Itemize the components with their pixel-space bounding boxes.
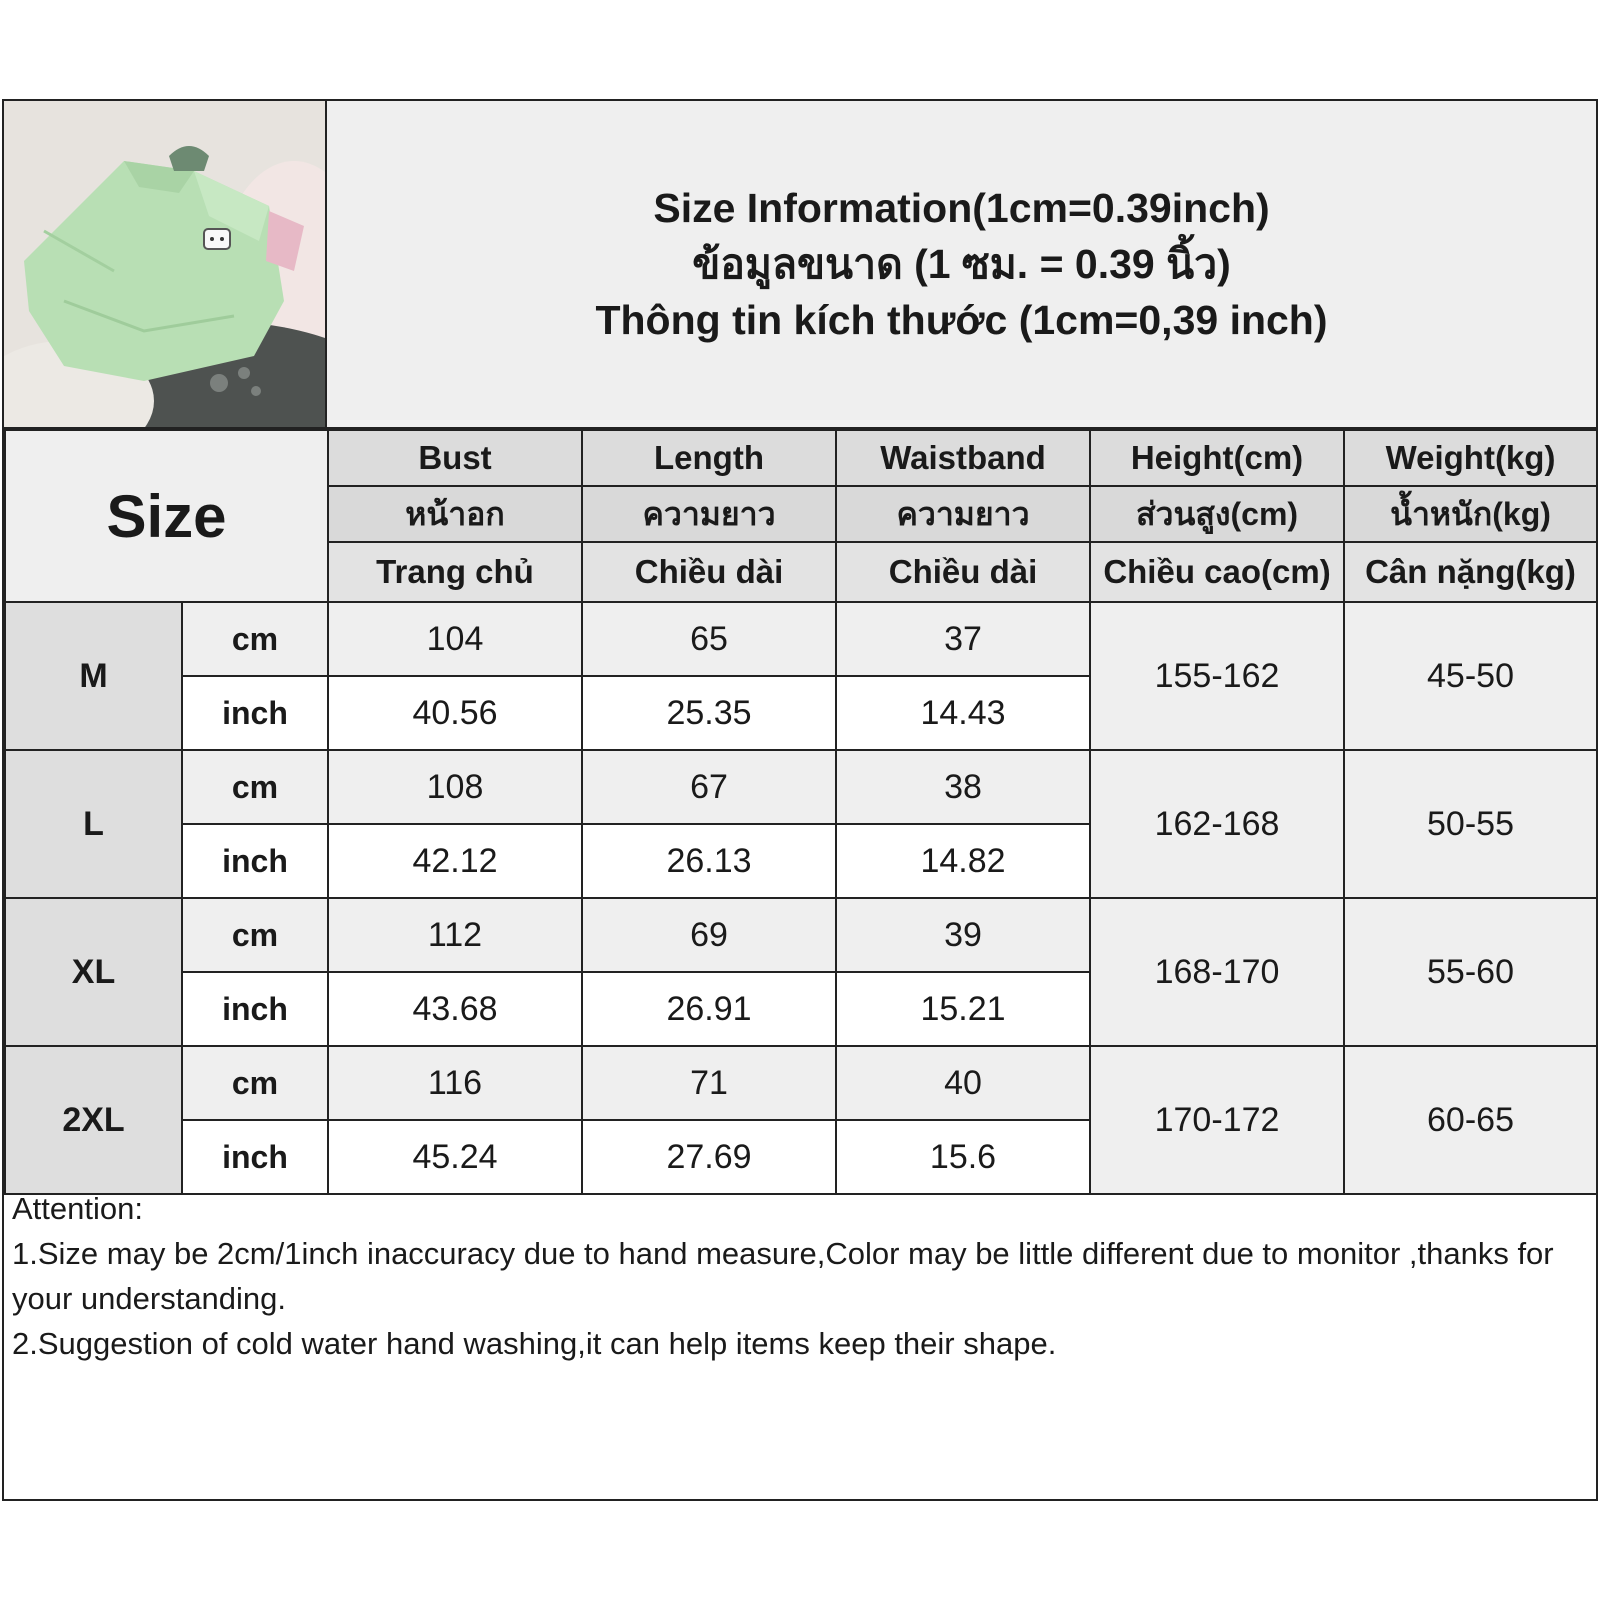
height-range: 162-168 — [1090, 750, 1344, 898]
bust-cm: 116 — [328, 1046, 582, 1120]
weight-range: 50-55 — [1344, 750, 1597, 898]
size-2xl: 2XL — [5, 1046, 182, 1194]
unit-inch: inch — [182, 676, 328, 750]
unit-inch: inch — [182, 972, 328, 1046]
bust-cm: 108 — [328, 750, 582, 824]
waistband-cm: 40 — [836, 1046, 1090, 1120]
title-english: Size Information(1cm=0.39inch) — [653, 185, 1270, 231]
weight-range: 45-50 — [1344, 602, 1597, 750]
title-vietnamese: Thông tin kích thước (1cm=0,39 inch) — [595, 297, 1328, 343]
length-inch: 27.69 — [582, 1120, 836, 1194]
waistband-inch: 15.21 — [836, 972, 1090, 1046]
size-xl: XL — [5, 898, 182, 1046]
header-height: Height(cm) — [1090, 430, 1344, 486]
bust-cm: 112 — [328, 898, 582, 972]
height-range: 155-162 — [1090, 602, 1344, 750]
waistband-inch: 14.82 — [836, 824, 1090, 898]
weight-range: 55-60 — [1344, 898, 1597, 1046]
header-length-vi: Chiều dài — [582, 542, 836, 602]
header-length: Length — [582, 430, 836, 486]
unit-cm: cm — [182, 898, 328, 972]
attention-note-2: 2.Suggestion of cold water hand washing,it can help items keep their shape. — [12, 1326, 1057, 1361]
size-info-title — [327, 101, 1596, 429]
length-inch: 25.35 — [582, 676, 836, 750]
table-row — [5, 1046, 1597, 1120]
table-row — [5, 602, 1597, 676]
header-waistband-thai: ความยาว — [836, 486, 1090, 542]
header-waistband: Waistband — [836, 430, 1090, 486]
bust-inch: 43.68 — [328, 972, 582, 1046]
unit-inch: inch — [182, 824, 328, 898]
waistband-cm: 38 — [836, 750, 1090, 824]
bust-inch: 45.24 — [328, 1120, 582, 1194]
product-photo — [4, 101, 327, 429]
waistband-inch: 15.6 — [836, 1120, 1090, 1194]
bust-inch: 42.12 — [328, 824, 582, 898]
header-row-english — [5, 430, 1597, 486]
unit-inch: inch — [182, 1120, 328, 1194]
waistband-cm: 39 — [836, 898, 1090, 972]
header-waistband-vi: Chiều dài — [836, 542, 1090, 602]
header-weight: Weight(kg) — [1344, 430, 1597, 486]
length-cm: 71 — [582, 1046, 836, 1120]
header-bust: Bust — [328, 430, 582, 486]
header-length-thai: ความยาว — [582, 486, 836, 542]
header-height-thai: ส่วนสูง(cm) — [1090, 486, 1344, 542]
height-range: 170-172 — [1090, 1046, 1344, 1194]
unit-cm: cm — [182, 602, 328, 676]
attention-heading: Attention: — [12, 1191, 143, 1226]
waistband-inch: 14.43 — [836, 676, 1090, 750]
size-table — [4, 429, 1598, 1195]
length-cm: 67 — [582, 750, 836, 824]
unit-cm: cm — [182, 1046, 328, 1120]
length-inch: 26.13 — [582, 824, 836, 898]
title-thai: ข้อมูลขนาด (1 ซม. = 0.39 นิ้ว) — [692, 241, 1231, 287]
unit-cm: cm — [182, 750, 328, 824]
length-cm: 65 — [582, 602, 836, 676]
size-l: L — [5, 750, 182, 898]
height-range: 168-170 — [1090, 898, 1344, 1046]
bust-inch: 40.56 — [328, 676, 582, 750]
length-inch: 26.91 — [582, 972, 836, 1046]
size-m: M — [5, 602, 182, 750]
attention-note-1: 1.Size may be 2cm/1inch inaccuracy due to hand measure,Color may be little different due to monitor ,thanks for your understanding. — [12, 1236, 1554, 1316]
weight-range: 60-65 — [1344, 1046, 1597, 1194]
header-weight-thai: น้ำหนัก(kg) — [1344, 486, 1597, 542]
table-row — [5, 750, 1597, 824]
header-height-vi: Chiều cao(cm) — [1090, 542, 1344, 602]
header-bust-vi: Trang chủ — [328, 542, 582, 602]
header-bust-thai: หน้าอก — [328, 486, 582, 542]
waistband-cm: 37 — [836, 602, 1090, 676]
header-weight-vi: Cân nặng(kg) — [1344, 542, 1597, 602]
attention-notes — [12, 1186, 1566, 1366]
length-cm: 69 — [582, 898, 836, 972]
table-row — [5, 898, 1597, 972]
size-header: Size — [5, 430, 328, 602]
bust-cm: 104 — [328, 602, 582, 676]
size-chart — [2, 99, 1598, 1501]
